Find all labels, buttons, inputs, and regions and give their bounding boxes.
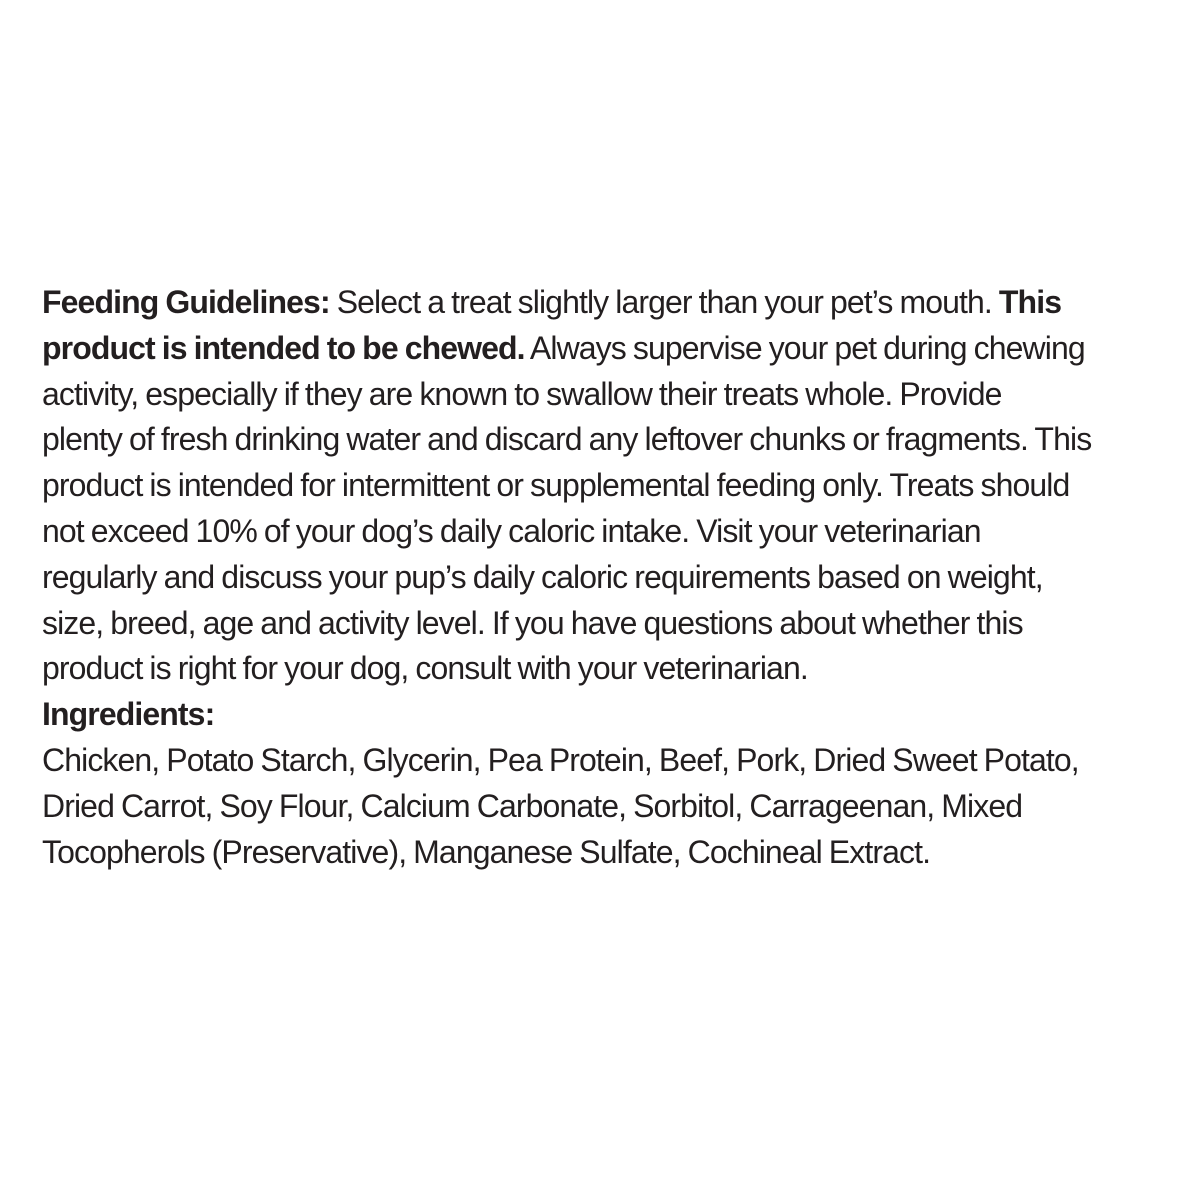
label-text-panel	[42, 280, 1162, 875]
feeding-line-1-text: Select a treat slightly larger than your pet’s mouth.	[329, 284, 999, 320]
chew-warning-start: This	[998, 284, 1062, 320]
feeding-line-7: regularly and discuss your pup’s daily caloric requirements based on weight,	[42, 558, 1043, 595]
feeding-guidelines-paragraph	[42, 280, 1162, 692]
feeding-line-6: not exceed 10% of your dog’s daily caloric intake. Visit your veterinarian	[42, 512, 981, 549]
feeding-line-9: product is right for your dog, consult with your veterinarian.	[42, 650, 808, 687]
ingredients-list	[42, 738, 1162, 875]
feeding-line-3: activity, especially if they are known to swallow their treats whole. Provide	[42, 375, 1002, 412]
feeding-line-2	[42, 326, 1162, 372]
feeding-line-4: plenty of fresh drinking water and discard any leftover chunks or fragments. This	[42, 421, 1092, 458]
chew-warning-end: product is intended to be chewed.	[42, 329, 525, 366]
ingredients-line-2: Dried Carrot, Soy Flour, Calcium Carbonate, Sorbitol, Carrageenan, Mixed	[42, 787, 1023, 824]
feeding-line-2-text: Always supervise your pet during chewing	[524, 329, 1085, 366]
feeding-guidelines-heading: Feeding Guidelines:	[42, 284, 330, 320]
ingredients-line-1: Chicken, Potato Starch, Glycerin, Pea Protein, Beef, Pork, Dried Sweet Potato,	[42, 741, 1079, 778]
feeding-line-8: size, breed, age and activity level. If you have questions about whether this	[42, 604, 1023, 641]
feeding-line-1	[42, 280, 1162, 326]
ingredients-line-3: Tocopherols (Preservative), Manganese Sulfate, Cochineal Extract.	[42, 833, 931, 870]
ingredients-heading: Ingredients:	[42, 696, 215, 733]
feeding-line-5: product is intended for intermittent or supplemental feeding only. Treats should	[42, 467, 1070, 504]
